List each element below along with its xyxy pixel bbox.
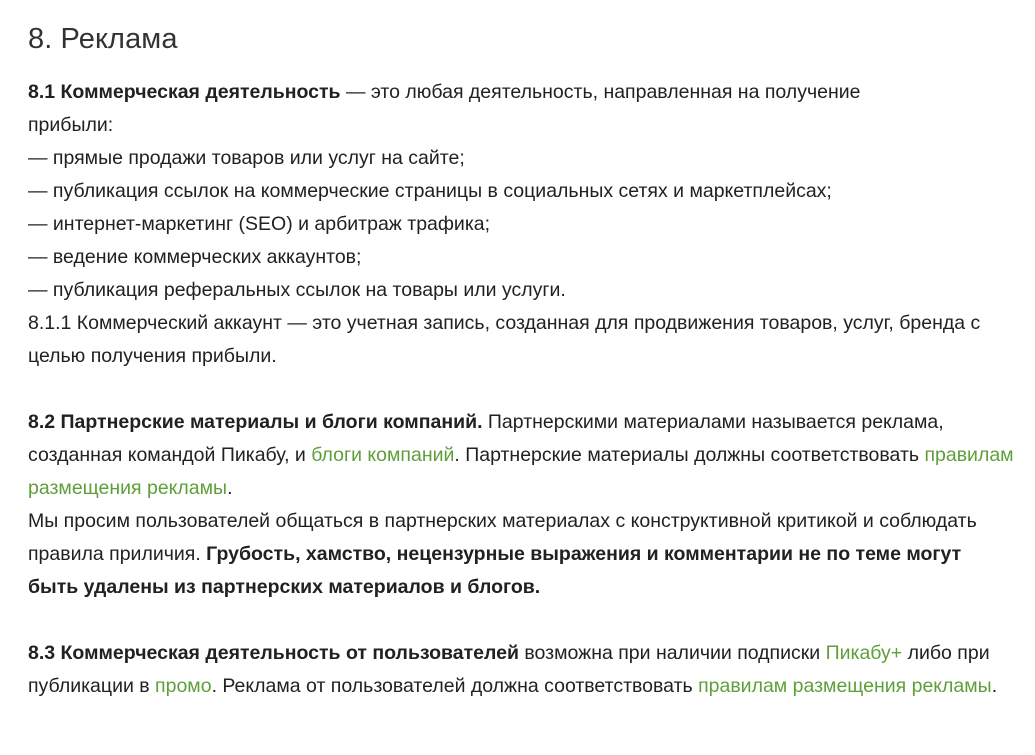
partner-materials-term: 8.2 Партнерские материалы и блоги компаний. [28, 411, 483, 433]
user-ads-text-3: . Реклама от пользователей должна соответствовать [211, 675, 699, 697]
partner-materials-paragraph [28, 406, 1015, 505]
rudeness-warning: Грубость, хамство, нецензурные выражения и комментарии не по теме могут быть удалены из партнерских материалов и блогов. [28, 543, 962, 598]
user-ads-paragraph [28, 637, 1015, 703]
ad-rules-link[interactable]: правилам размещения рекламы [28, 444, 1014, 499]
commercial-activity-term: 8.1 Коммерческая деятельность [28, 81, 341, 103]
commercial-activity-text: — это любая деятельность, направленная на получение прибыли: [28, 81, 861, 136]
partner-conduct-paragraph [28, 505, 1015, 604]
list-item-referral-links: — публикация реферальных ссылок на товары или услуги. [28, 279, 566, 301]
partner-conduct-text: Мы просим пользователей общаться в партнерских материалах с конструктивной критикой и соблюдать правила приличия. [28, 510, 977, 565]
list-item-link-publication: — публикация ссылок на коммерческие страницы в социальных сетях и маркетплейсах; [28, 180, 832, 202]
section-8-3 [28, 637, 1015, 703]
pikabu-plus-link[interactable]: Пикабу+ [825, 642, 903, 664]
list-item-direct-sales: — прямые продажи товаров или услуг на сайте; [28, 147, 465, 169]
partner-materials-text-2: . Партнерские материалы должны соответствовать [454, 444, 925, 466]
section-8-2 [28, 406, 1015, 604]
user-ad-rules-link[interactable]: правилам размещения рекламы [698, 675, 992, 697]
list-item-internet-marketing: — интернет-маркетинг (SEO) и арбитраж трафика; [28, 213, 491, 235]
user-commercial-term: 8.3 Коммерческая деятельность от пользователей [28, 642, 519, 664]
company-blogs-link[interactable]: блоги компаний [311, 444, 455, 466]
list-item-commercial-accounts: — ведение коммерческих аккаунтов; [28, 246, 362, 268]
user-ads-text-4: . [991, 675, 998, 697]
partner-materials-text-3: . [227, 477, 233, 499]
promo-link[interactable]: промо [155, 675, 212, 697]
commercial-activity-definition [28, 76, 1015, 142]
partner-materials-text: Партнерскими материалами называется реклама, созданная командой Пикабу, и [28, 411, 944, 466]
commercial-account-definition: 8.1.1 Коммерческий аккаунт — это учетная запись, созданная для продвижения товаров, услуг, бренда с целью получения прибыли. [28, 312, 981, 367]
user-ads-text-2: либо при публикации в [28, 642, 990, 697]
section-8-1 [28, 76, 1015, 373]
section-title: 8. Реклама [28, 23, 178, 55]
user-ads-text: возможна при наличии подписки [519, 642, 826, 664]
